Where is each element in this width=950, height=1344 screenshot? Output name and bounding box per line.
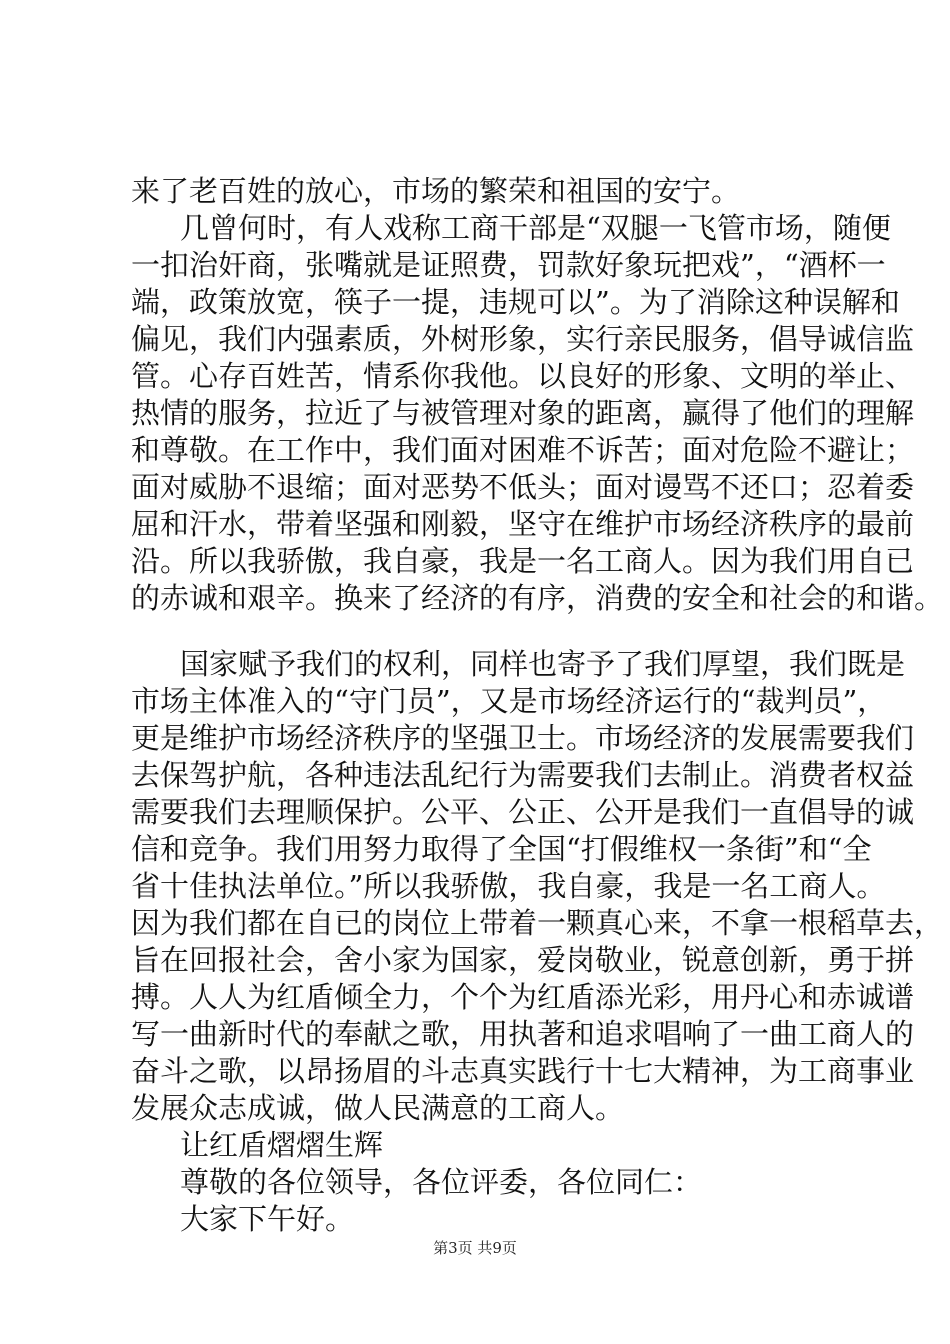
text-line-2: 几曾何时，有人戏称工商干部是“双腿一飞管市场，随便 xyxy=(180,211,891,245)
text-line-25: 发展众志成诚，做人民满意的工商人。 xyxy=(131,1091,625,1125)
text-line-15: 更是维护市场经济秩序的坚强卫士。市场经济的发展需要我们 xyxy=(131,721,915,755)
text-line-5: 偏见，我们内强素质，外树形象，实行亲民服务，倡导诚信监 xyxy=(131,322,915,356)
text-line-14: 市场主体准入的“守门员”，又是市场经济运行的“裁判员”， xyxy=(131,684,887,718)
text-line-21: 旨在回报社会，舍小家为国家，爱岗敬业，锐意创新，勇于拼 xyxy=(131,943,915,977)
text-line-20: 因为我们都在自已的岗位上带着一颗真心来，不拿一根稻草去， xyxy=(131,906,944,940)
text-line-3: 一扣治奸商，张嘴就是证照费，罚款好象玩把戏”，“酒杯一 xyxy=(131,248,886,282)
speech-title: 让红盾熠熠生辉 xyxy=(180,1128,384,1162)
text-line-23: 写一曲新时代的奉献之歌，用执著和追求唱响了一曲工商人的 xyxy=(131,1017,915,1051)
text-line-17: 需要我们去理顺保护。公平、公正、公开是我们一直倡导的诚 xyxy=(131,795,915,829)
text-line-10: 屈和汗水，带着坚强和刚毅，坚守在维护市场经济秩序的最前 xyxy=(131,507,915,541)
text-line-13: 国家赋予我们的权利，同样也寄予了我们厚望，我们既是 xyxy=(180,647,906,681)
text-line-11: 沿。所以我骄傲，我自豪，我是一名工商人。因为我们用自已 xyxy=(131,544,915,578)
greeting-line: 大家下午好。 xyxy=(180,1202,355,1236)
salutation-line: 尊敬的各位领导，各位评委，各位同仁： xyxy=(180,1165,703,1199)
text-line-1: 来了老百姓的放心，市场的繁荣和祖国的安宁。 xyxy=(131,174,741,208)
text-line-12: 的赤诚和艰辛。换来了经济的有序，消费的安全和社会的和谐。 xyxy=(131,581,944,615)
text-line-8: 和尊敬。在工作中，我们面对困难不诉苦；面对危险不避让； xyxy=(131,433,915,467)
text-line-4: 端，政策放宽，筷子一提，违规可以”。为了消除这种误解和 xyxy=(131,285,900,319)
text-line-18: 信和竞争。我们用努力取得了全国“打假维权一条街”和“全 xyxy=(131,832,872,866)
text-line-16: 去保驾护航，各种违法乱纪行为需要我们去制止。消费者权益 xyxy=(131,758,915,792)
text-line-6: 管。心存百姓苦，情系你我他。以良好的形象、文明的举止、 xyxy=(131,359,915,393)
text-line-9: 面对威胁不退缩；面对恶势不低头；面对谩骂不还口；忍着委 xyxy=(131,470,915,504)
text-line-7: 热情的服务，拉近了与被管理对象的距离，赢得了他们的理解 xyxy=(131,396,915,430)
page-number-footer: 第3页 共9页 xyxy=(433,1239,517,1257)
text-line-24: 奋斗之歌，以昂扬眉的斗志真实践行十七大精神，为工商事业 xyxy=(131,1054,915,1088)
text-line-22: 搏。人人为红盾倾全力，个个为红盾添光彩，用丹心和赤诚谱 xyxy=(131,980,915,1014)
text-line-19: 省十佳执法单位。”所以我骄傲，我自豪，我是一名工商人。 xyxy=(131,869,886,903)
